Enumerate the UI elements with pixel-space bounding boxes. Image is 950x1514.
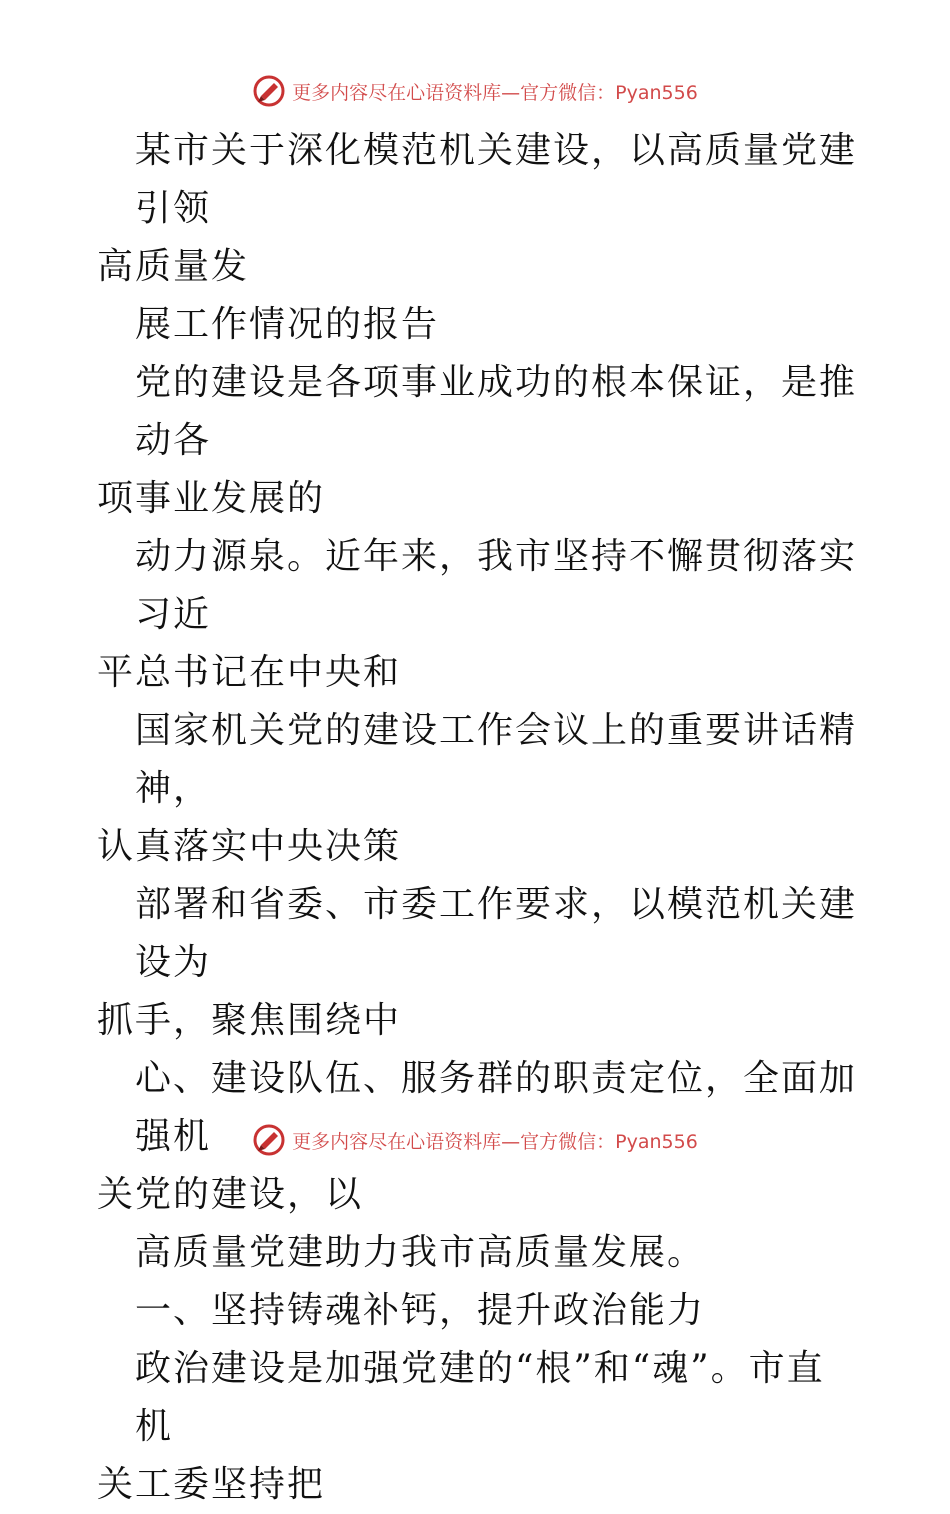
pen-logo-icon — [252, 1123, 286, 1157]
text-line: 展工作情况的报告 — [135, 304, 440, 345]
watermark-text: 更多内容尽在心语资料库—官方微信：Pyan556 — [292, 81, 698, 104]
text-line: 关工委坚持把 — [97, 1464, 326, 1505]
pen-logo-icon — [252, 74, 286, 108]
text-line: 心、建设队伍、服务群的职责定位，全面加强机 — [135, 1058, 858, 1157]
text-line: 认真落实中央决策 — [97, 826, 402, 867]
text-line: 动力源泉。近年来，我市坚持不懈贯彻落实习近 — [135, 536, 858, 635]
text-line: 抓手，聚焦围绕中 — [97, 1000, 402, 1041]
text-line: 项事业发展的 — [97, 478, 326, 519]
text-line: 高质量发 — [97, 246, 250, 287]
text-line: 国家机关党的建设工作会议上的重要讲话精神， — [135, 710, 858, 809]
footer-watermark — [0, 1120, 950, 1160]
header-watermark — [0, 71, 950, 111]
text-line: 关党的建设，以 — [97, 1174, 364, 1215]
text-line: 党的建设是各项事业成功的根本保证，是推动各 — [135, 362, 858, 461]
text-line: 政治建设是加强党建的“根”和“魂”。市直机 — [135, 1348, 825, 1447]
section-heading: 一、坚持铸魂补钙，提升政治能力 — [135, 1290, 706, 1331]
document-text — [97, 122, 857, 1514]
text-line: 部署和省委、市委工作要求，以模范机关建设为 — [135, 884, 858, 983]
text-line: 高质量党建助力我市高质量发展。 — [135, 1232, 706, 1273]
watermark-text: 更多内容尽在心语资料库—官方微信：Pyan556 — [292, 1130, 698, 1153]
document-body — [97, 122, 857, 1514]
text-line: 平总书记在中央和 — [97, 652, 402, 693]
text-line: 某市关于深化模范机关建设，以高质量党建引领 — [135, 130, 858, 229]
